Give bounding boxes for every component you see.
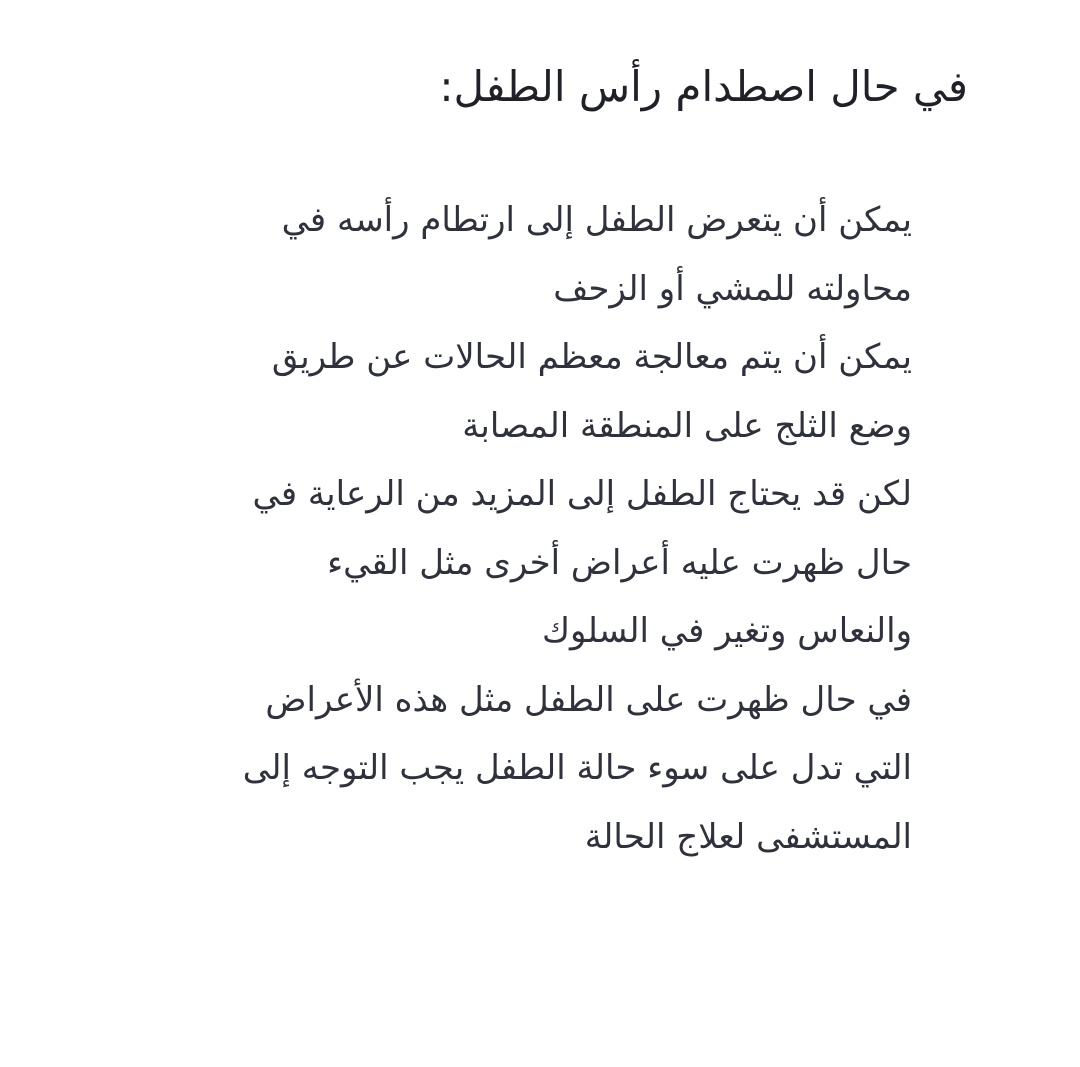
body-text bbox=[152, 186, 912, 871]
body-line: وضع الثلج على المنطقة المصابة bbox=[462, 405, 912, 446]
body-line: يمكن أن يتم معالجة معظم الحالات عن طريق bbox=[271, 337, 912, 377]
body-line: يمكن أن يتعرض الطفل إلى ارتطام رأسه في bbox=[281, 200, 912, 240]
body-line: التي تدل على سوء حالة الطفل يجب التوجه إلى bbox=[242, 748, 912, 788]
page-title: في حال اصطدام رأس الطفل: bbox=[439, 62, 968, 111]
body-line: في حال ظهرت على الطفل مثل هذه الأعراض bbox=[265, 679, 912, 720]
body-line: المستشفى لعلاج الحالة bbox=[584, 816, 912, 857]
body-line: والنعاس وتغير في السلوك bbox=[541, 611, 912, 651]
body-line: حال ظهرت عليه أعراض أخرى مثل القيء bbox=[327, 542, 912, 583]
body-line: محاولته للمشي أو الزحف bbox=[553, 268, 912, 309]
body-line: لكن قد يحتاج الطفل إلى المزيد من الرعاية في bbox=[252, 474, 912, 514]
